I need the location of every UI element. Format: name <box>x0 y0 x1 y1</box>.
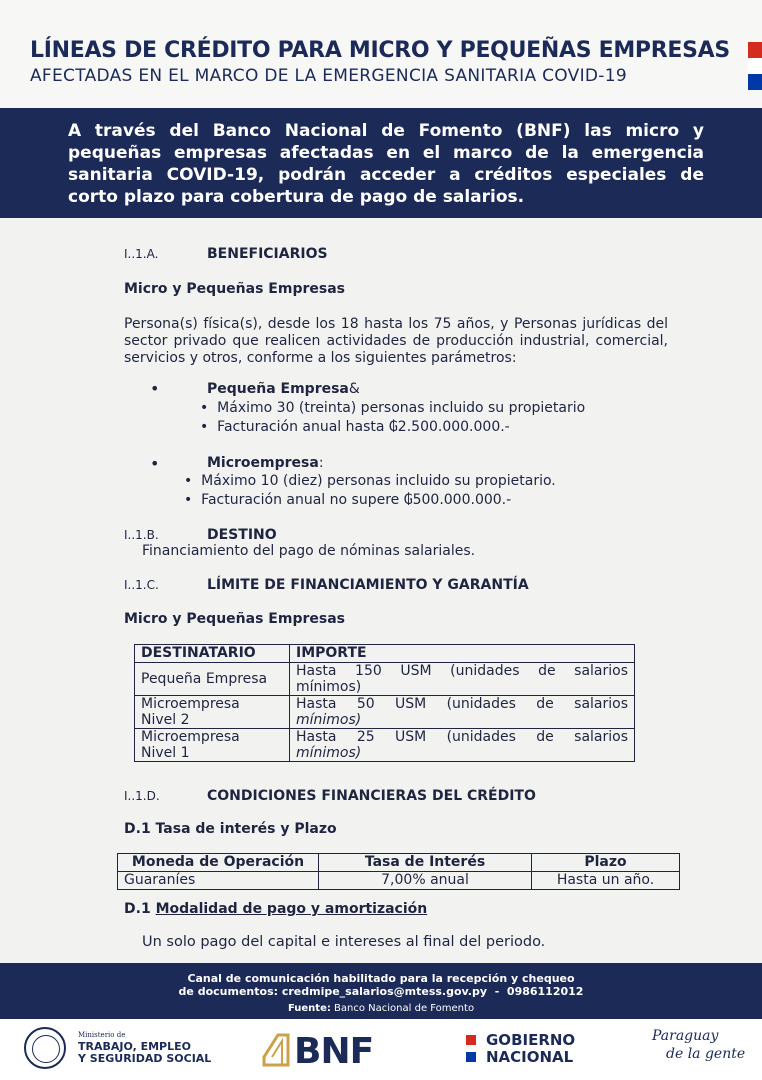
cell-text: Hasta 25 USM (unidades de salarios <box>296 729 628 745</box>
group-micro-label: Microempresa <box>207 455 319 471</box>
bullet-icon: • <box>184 492 193 508</box>
cell-text: mínimos) <box>296 745 362 761</box>
table-row <box>118 872 680 890</box>
section-c-subtitle: Micro y Pequeñas Empresas <box>124 611 345 627</box>
group-pequena <box>207 381 360 397</box>
footer-source-text: Banco Nacional de Fomento <box>334 1003 475 1014</box>
bullet-icon: • <box>200 400 209 416</box>
bullet-icon: • <box>200 419 209 435</box>
ministry-name <box>78 1041 211 1065</box>
footer-source <box>0 1003 762 1014</box>
table-cell: Guaraníes <box>118 872 319 890</box>
group-micro <box>207 455 324 471</box>
ministry-line2: Y SEGURIDAD SOCIAL <box>78 1052 212 1065</box>
bullet-icon: • <box>150 379 160 398</box>
ministry-line1: TRABAJO, EMPLEO <box>78 1040 191 1053</box>
table-header-row <box>135 645 635 663</box>
section-a-title: BENEFICIARIOS <box>207 246 328 262</box>
gobierno-blue-square-icon <box>466 1052 476 1062</box>
cell-text: Pequeña Empresa <box>141 671 268 687</box>
table-cell <box>290 729 635 762</box>
section-d-number: I..1.D. <box>124 789 160 803</box>
section-d-sub2 <box>124 901 427 917</box>
section-d-sub2-prefix: D.1 <box>124 901 151 917</box>
table-row <box>135 729 635 762</box>
table-cell: Hasta un año. <box>532 872 680 890</box>
footer-contact <box>0 972 762 998</box>
table-cell: 7,00% anual <box>319 872 532 890</box>
section-c-title: LÍMITE DE FINANCIAMIENTO Y GARANTÍA <box>207 577 529 593</box>
bullet-icon: • <box>184 473 193 489</box>
cell-text: Microempresa <box>141 696 240 712</box>
intro-band <box>0 108 762 218</box>
rates-table <box>117 853 680 890</box>
footer-source-label: Fuente: <box>287 1003 331 1014</box>
paraguay-line1: Paraguay <box>652 1028 719 1044</box>
header <box>0 0 762 108</box>
ministry-small-text: Ministerio de <box>78 1031 126 1039</box>
section-d-title: CONDICIONES FINANCIERAS DEL CRÉDITO <box>207 788 536 804</box>
cell-text: Microempresa <box>141 729 240 745</box>
table-cell <box>290 696 635 729</box>
table-header-row <box>118 854 680 872</box>
bnf-logo <box>262 1027 382 1073</box>
table-header: IMPORTE <box>290 645 635 663</box>
list-item <box>200 400 585 416</box>
section-a-paragraph: Persona(s) física(s), desde los 18 hasta los 75 años, y Personas jurídicas del sector privado que realicen actividades de producción industrial, comercial, servicios y otros, conforme a los siguientes parámetros: <box>124 316 668 366</box>
gobierno-red-square-icon <box>466 1035 476 1045</box>
section-a-subtitle: Micro y Pequeñas Empresas <box>124 281 345 297</box>
paraguay-flag-icon <box>748 42 762 90</box>
cell-text: mínimos) <box>296 679 362 695</box>
section-a-number: I..1.A. <box>124 247 159 261</box>
list-item <box>184 492 511 508</box>
bnf-text: BNF <box>294 1031 374 1072</box>
section-b-number: I..1.B. <box>124 528 159 542</box>
cell-text: mínimos) <box>296 712 362 728</box>
section-b-text: Financiamiento del pago de nóminas salariales. <box>142 543 476 559</box>
gobierno-text <box>486 1032 575 1066</box>
table-row <box>135 663 635 696</box>
limits-table <box>134 644 635 762</box>
group-micro-suffix: : <box>318 455 324 471</box>
footer-line2[interactable]: de documentos: credmipe_salarios@mtess.gov.py - 0986112012 <box>178 985 584 998</box>
cell-text: Hasta 150 USM (unidades de salarios <box>296 663 628 679</box>
group-pequena-label: Pequeña Empresa <box>207 381 349 397</box>
table-header: Moneda de Operación <box>118 854 319 872</box>
list-item <box>200 419 510 435</box>
list-item-text: Máximo 30 (treinta) personas incluido su propietario <box>217 400 586 416</box>
table-cell <box>290 663 635 696</box>
table-cell <box>135 663 290 696</box>
section-d-sub1: D.1 Tasa de interés y Plazo <box>124 821 337 837</box>
national-seal-icon <box>24 1027 66 1069</box>
section-d-sub2-text: Modalidad de pago y amortización <box>155 901 428 917</box>
table-header: DESTINATARIO <box>135 645 290 663</box>
bullet-icon: • <box>150 454 160 473</box>
cell-text: Nivel 1 <box>141 745 190 761</box>
table-cell <box>135 696 290 729</box>
footer-line1: Canal de comunicación habilitado para la recepción y chequeo <box>187 972 575 985</box>
table-row <box>135 696 635 729</box>
list-item <box>184 473 556 489</box>
cell-text: Nivel 2 <box>141 712 190 728</box>
paraguay-line2: de la gente <box>666 1046 746 1062</box>
page-subtitle: AFECTADAS EN EL MARCO DE LA EMERGENCIA SANITARIA COVID-19 <box>30 66 627 86</box>
paraguay-de-la-gente-logo <box>652 1027 745 1063</box>
list-item-text: Facturación anual no supere ₲500.000.000.- <box>201 492 512 508</box>
group-pequena-suffix: & <box>348 381 360 397</box>
gobierno-line1: GOBIERNO <box>486 1031 576 1049</box>
table-header: Tasa de Interés <box>319 854 532 872</box>
intro-text: A través del Banco Nacional de Fomento (BNF) las micro y pequeñas empresas afectadas en el marco de la emergencia sanitaria COVID-19, podrán acceder a créditos especiales de corto plazo para cobertura de pago de salarios. <box>68 121 704 207</box>
gobierno-line2: NACIONAL <box>486 1048 574 1066</box>
footer <box>0 963 762 1019</box>
table-header: Plazo <box>532 854 680 872</box>
list-item-text: Facturación anual hasta ₲2.500.000.000.- <box>217 419 510 435</box>
logos-bar <box>0 1019 762 1080</box>
table-cell <box>135 729 290 762</box>
cell-text: Hasta 50 USM (unidades de salarios <box>296 696 628 712</box>
section-c-number: I..1.C. <box>124 578 159 592</box>
section-d-text: Un solo pago del capital e intereses al final del periodo. <box>142 934 546 950</box>
section-b-title: DESTINO <box>207 527 277 543</box>
page-title: LÍNEAS DE CRÉDITO PARA MICRO Y PEQUEÑAS EMPRESAS <box>30 38 730 63</box>
list-item-text: Máximo 10 (diez) personas incluido su propietario. <box>201 473 556 489</box>
